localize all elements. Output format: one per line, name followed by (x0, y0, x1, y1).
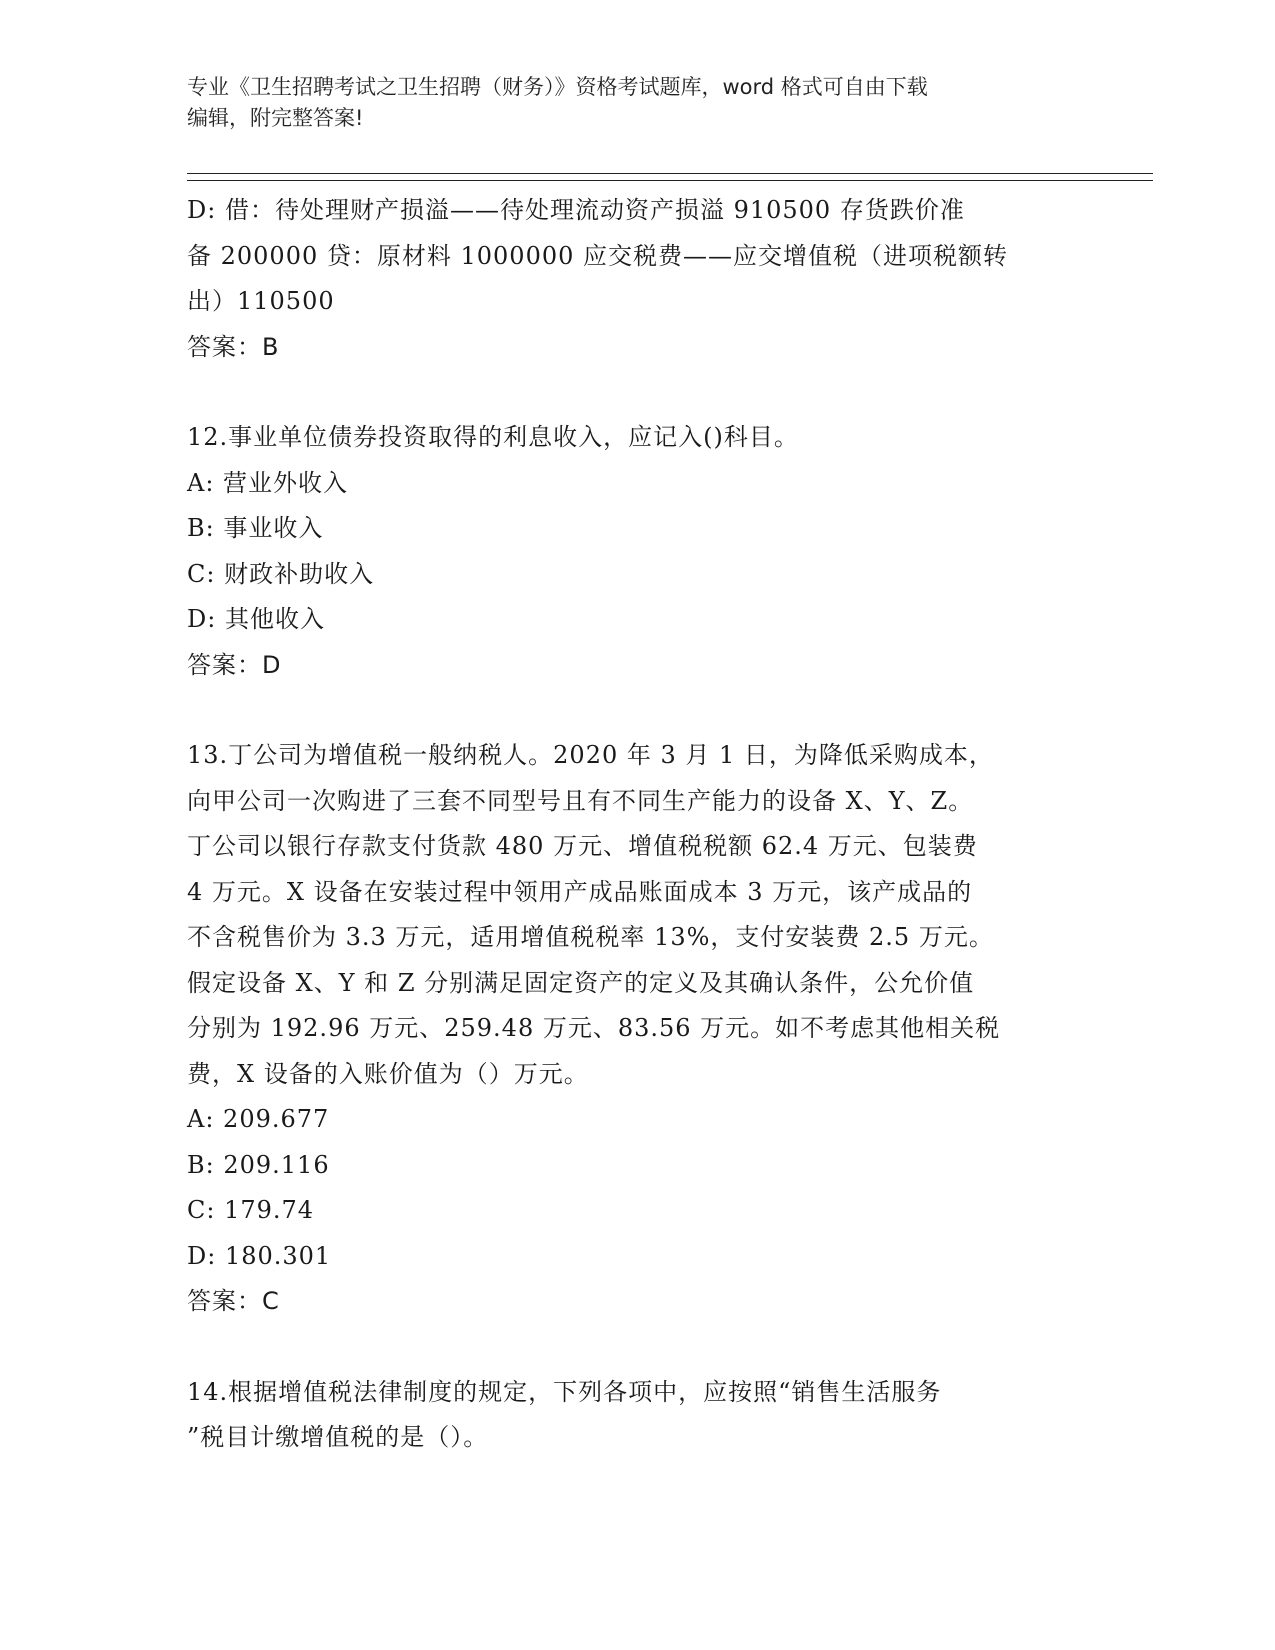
header-divider-top (187, 173, 1153, 174)
option-b: B: 事业收入 (187, 514, 324, 542)
header-line-1: 专业《卫生招聘考试之卫生招聘（财务）》资格考试题库，word 格式可自由下载 (187, 75, 928, 99)
spacer (187, 1325, 1067, 1370)
question-stem-line: 假定设备 X、Y 和 Z 分别满足固定资产的定义及其确认条件，公允价值 (187, 968, 975, 997)
document-header (187, 72, 1067, 134)
answer-label: 答案：B (187, 332, 280, 361)
option-d-line: 出）110500 (187, 287, 335, 315)
option-d-line: D: 借：待处理财产损溢——待处理流动资产损溢 910500 存货跌价准 (187, 196, 965, 224)
question-stem-line: 4 万元。X 设备在安装过程中领用产成品账面成本 3 万元，该产成品的 (187, 877, 973, 906)
question-stem-line: ”税目计缴增值税的是（）。 (187, 1423, 489, 1451)
question-stem-line: 14.根据增值税法律制度的规定，下列各项中，应按照“销售生活服务 (187, 1377, 942, 1406)
option-d: D: 180.301 (187, 1241, 332, 1270)
option-d: D: 其他收入 (187, 605, 325, 633)
question-stem-line: 向甲公司一次购进了三套不同型号且有不同生产能力的设备 X、Y、Z。 (187, 786, 974, 815)
question-content (187, 188, 1067, 1461)
question-stem-line: 丁公司以银行存款支付货款 480 万元、增值税税额 62.4 万元、包装费 (187, 832, 978, 860)
header-line-2: 编辑，附完整答案! (187, 106, 364, 130)
answer-label: 答案：D (187, 650, 282, 679)
answer-label: 答案：C (187, 1287, 280, 1315)
spacer (187, 688, 1067, 733)
question-stem-line: 13.丁公司为增值税一般纳税人。2020 年 3 月 1 日，为降低采购成本， (187, 741, 994, 769)
question-stem-line: 费，X 设备的入账价值为（）万元。 (187, 1059, 589, 1088)
question-stem: 12.事业单位债券投资取得的利息收入，应记入()科目。 (187, 423, 799, 451)
option-c: C: 财政补助收入 (187, 559, 375, 588)
question-stem-line: 不含税售价为 3.3 万元，适用增值税税率 13%，支付安装费 2.5 万元。 (187, 923, 994, 951)
option-a: A: 营业外收入 (187, 468, 349, 497)
option-d-line: 备 200000 贷：原材料 1000000 应交税费——应交增值税（进项税额转 (187, 241, 1009, 270)
spacer (187, 370, 1067, 415)
header-divider-bottom (187, 180, 1153, 181)
option-c: C: 179.74 (187, 1196, 315, 1224)
question-14 (187, 1370, 1067, 1461)
previous-question-tail (187, 188, 1067, 370)
question-12 (187, 415, 1067, 688)
option-b: B: 209.116 (187, 1150, 330, 1179)
question-13 (187, 733, 1067, 1325)
option-a: A: 209.677 (187, 1105, 330, 1133)
question-stem-line: 分别为 192.96 万元、259.48 万元、83.56 万元。如不考虑其他相关税 (187, 1014, 1001, 1042)
